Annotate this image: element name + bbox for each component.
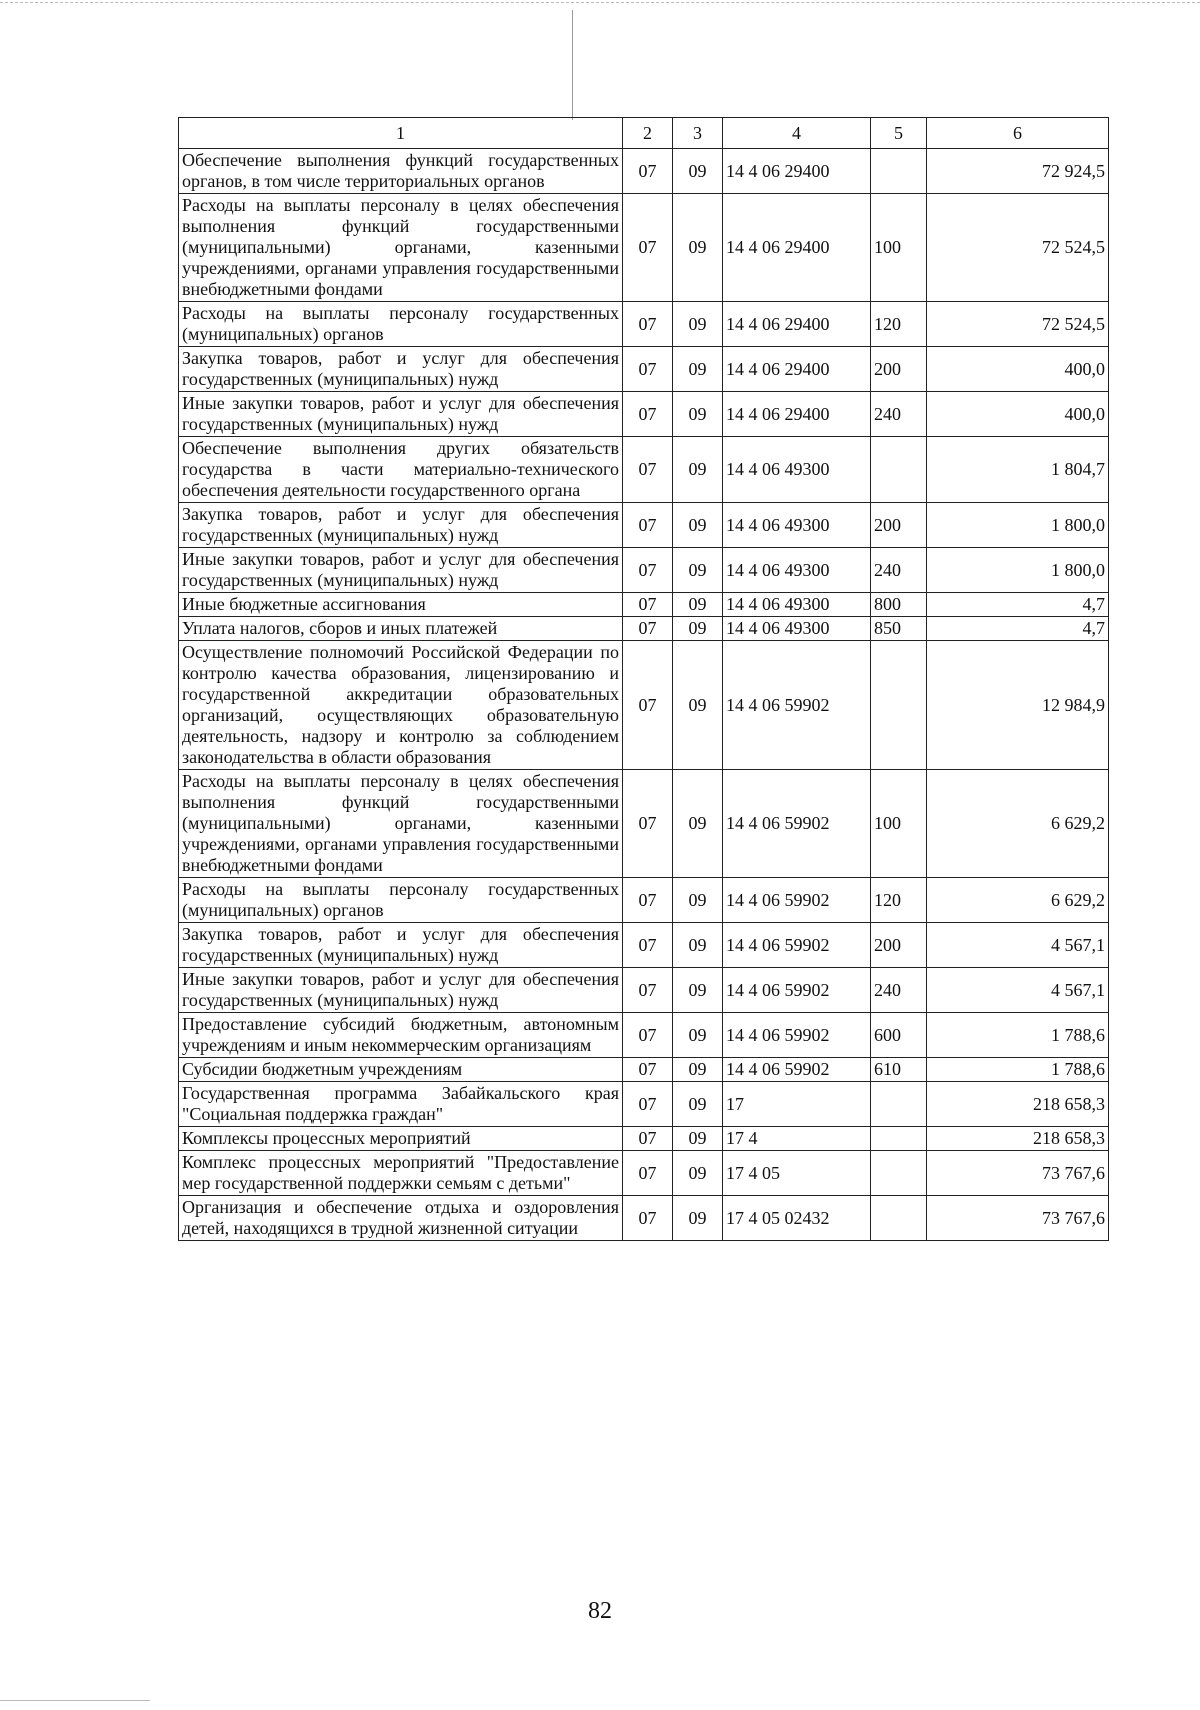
scan-edge-bottom: [0, 1700, 150, 1701]
row-name-cell: Уплата налогов, сборов и иных платежей: [179, 617, 623, 641]
amount-cell: 1 788,6: [927, 1058, 1109, 1082]
table-row: [179, 878, 1109, 923]
expense-type-cell: [871, 149, 927, 194]
section-code-cell: 07: [623, 503, 673, 548]
row-name-cell: Иные закупки товаров, работ и услуг для обеспечения государственных (муниципальных) нужд: [179, 392, 623, 437]
target-article-cell: 14 4 06 59902: [723, 923, 871, 968]
target-article-cell: 14 4 06 59902: [723, 1013, 871, 1058]
target-article-cell: 14 4 06 49300: [723, 548, 871, 593]
section-code-cell: 07: [623, 437, 673, 503]
column-header: 4: [723, 118, 871, 149]
expense-type-cell: 120: [871, 878, 927, 923]
expense-type-cell: [871, 1082, 927, 1127]
row-name-cell: Расходы на выплаты персоналу государственных (муниципальных) органов: [179, 302, 623, 347]
section-code-cell: 07: [623, 347, 673, 392]
table-row: [179, 1058, 1109, 1082]
table-body: [179, 149, 1109, 1241]
row-name-cell: Субсидии бюджетным учреждениям: [179, 1058, 623, 1082]
table-row: [179, 1082, 1109, 1127]
amount-cell: 218 658,3: [927, 1082, 1109, 1127]
subsection-code-cell: 09: [673, 548, 723, 593]
target-article-cell: 17 4 05 02432: [723, 1196, 871, 1241]
expense-type-cell: 240: [871, 392, 927, 437]
subsection-code-cell: 09: [673, 437, 723, 503]
row-name-cell: Иные бюджетные ассигнования: [179, 593, 623, 617]
column-header: 2: [623, 118, 673, 149]
amount-cell: 12 984,9: [927, 641, 1109, 770]
target-article-cell: 17: [723, 1082, 871, 1127]
expense-type-cell: 200: [871, 503, 927, 548]
subsection-code-cell: 09: [673, 923, 723, 968]
amount-cell: 72 524,5: [927, 194, 1109, 302]
subsection-code-cell: 09: [673, 1127, 723, 1151]
section-code-cell: 07: [623, 302, 673, 347]
target-article-cell: 14 4 06 49300: [723, 437, 871, 503]
section-code-cell: 07: [623, 878, 673, 923]
expense-type-cell: 600: [871, 1013, 927, 1058]
section-code-cell: 07: [623, 923, 673, 968]
expense-type-cell: [871, 1196, 927, 1241]
expense-type-cell: [871, 437, 927, 503]
section-code-cell: 07: [623, 641, 673, 770]
expense-type-cell: [871, 1151, 927, 1196]
amount-cell: 4 567,1: [927, 923, 1109, 968]
fold-line: [572, 10, 573, 120]
scan-edge-top: [0, 2, 1200, 3]
table-row: [179, 923, 1109, 968]
table-row: [179, 1151, 1109, 1196]
section-code-cell: 07: [623, 1082, 673, 1127]
table-row: [179, 617, 1109, 641]
row-name-cell: Комплекс процессных мероприятий "Предоставление мер государственной поддержки семьям с детьми": [179, 1151, 623, 1196]
row-name-cell: Предоставление субсидий бюджетным, автономным учреждениям и иным некоммерческим организациям: [179, 1013, 623, 1058]
budget-table: [178, 117, 1109, 1241]
row-name-cell: Закупка товаров, работ и услуг для обеспечения государственных (муниципальных) нужд: [179, 923, 623, 968]
table-row: [179, 503, 1109, 548]
section-code-cell: 07: [623, 392, 673, 437]
table-row: [179, 149, 1109, 194]
subsection-code-cell: 09: [673, 878, 723, 923]
subsection-code-cell: 09: [673, 392, 723, 437]
table-row: [179, 770, 1109, 878]
subsection-code-cell: 09: [673, 347, 723, 392]
row-name-cell: Иные закупки товаров, работ и услуг для обеспечения государственных (муниципальных) нужд: [179, 968, 623, 1013]
subsection-code-cell: 09: [673, 503, 723, 548]
target-article-cell: 14 4 06 29400: [723, 392, 871, 437]
column-header: 1: [179, 118, 623, 149]
expense-type-cell: 240: [871, 548, 927, 593]
amount-cell: 1 788,6: [927, 1013, 1109, 1058]
target-article-cell: 14 4 06 49300: [723, 593, 871, 617]
expense-type-cell: 200: [871, 347, 927, 392]
table-row: [179, 593, 1109, 617]
table-row: [179, 392, 1109, 437]
section-code-cell: 07: [623, 1196, 673, 1241]
row-name-cell: Государственная программа Забайкальского края "Социальная поддержка граждан": [179, 1082, 623, 1127]
expense-type-cell: 800: [871, 593, 927, 617]
column-header: 6: [927, 118, 1109, 149]
target-article-cell: 14 4 06 49300: [723, 617, 871, 641]
target-article-cell: 14 4 06 59902: [723, 1058, 871, 1082]
table-row: [179, 437, 1109, 503]
table-row: [179, 1196, 1109, 1241]
subsection-code-cell: 09: [673, 1082, 723, 1127]
target-article-cell: 14 4 06 59902: [723, 878, 871, 923]
row-name-cell: Расходы на выплаты персоналу в целях обеспечения выполнения функций государственными (муниципальными) органами, казенными учреждениями, органами управления государственными внебюджетными фондами: [179, 770, 623, 878]
row-name-cell: Иные закупки товаров, работ и услуг для обеспечения государственных (муниципальных) нужд: [179, 548, 623, 593]
amount-cell: 72 924,5: [927, 149, 1109, 194]
target-article-cell: 17 4: [723, 1127, 871, 1151]
amount-cell: 73 767,6: [927, 1151, 1109, 1196]
amount-cell: 1 800,0: [927, 503, 1109, 548]
expense-type-cell: 610: [871, 1058, 927, 1082]
row-name-cell: Организация и обеспечение отдыха и оздоровления детей, находящихся в трудной жизненной ситуации: [179, 1196, 623, 1241]
section-code-cell: 07: [623, 1013, 673, 1058]
amount-cell: 400,0: [927, 392, 1109, 437]
section-code-cell: 07: [623, 1058, 673, 1082]
target-article-cell: 17 4 05: [723, 1151, 871, 1196]
amount-cell: 6 629,2: [927, 770, 1109, 878]
expense-type-cell: 120: [871, 302, 927, 347]
target-article-cell: 14 4 06 29400: [723, 347, 871, 392]
section-code-cell: 07: [623, 1127, 673, 1151]
section-code-cell: 07: [623, 149, 673, 194]
section-code-cell: 07: [623, 770, 673, 878]
expense-type-cell: 200: [871, 923, 927, 968]
section-code-cell: 07: [623, 617, 673, 641]
section-code-cell: 07: [623, 548, 673, 593]
subsection-code-cell: 09: [673, 968, 723, 1013]
row-name-cell: Расходы на выплаты персоналу государственных (муниципальных) органов: [179, 878, 623, 923]
subsection-code-cell: 09: [673, 149, 723, 194]
expense-type-cell: 100: [871, 770, 927, 878]
expense-type-cell: [871, 1127, 927, 1151]
amount-cell: 73 767,6: [927, 1196, 1109, 1241]
table-row: [179, 968, 1109, 1013]
subsection-code-cell: 09: [673, 770, 723, 878]
table-row: [179, 641, 1109, 770]
subsection-code-cell: 09: [673, 593, 723, 617]
amount-cell: 4 567,1: [927, 968, 1109, 1013]
amount-cell: 4,7: [927, 617, 1109, 641]
table-row: [179, 548, 1109, 593]
row-name-cell: Обеспечение выполнения других обязательств государства в части материально-технического обеспечения деятельности государственного органа: [179, 437, 623, 503]
table-row: [179, 194, 1109, 302]
table-row: [179, 1127, 1109, 1151]
table-header-row: [179, 118, 1109, 149]
table-row: [179, 302, 1109, 347]
column-header: 3: [673, 118, 723, 149]
subsection-code-cell: 09: [673, 1058, 723, 1082]
row-name-cell: Закупка товаров, работ и услуг для обеспечения государственных (муниципальных) нужд: [179, 347, 623, 392]
expense-type-cell: 240: [871, 968, 927, 1013]
row-name-cell: Расходы на выплаты персоналу в целях обеспечения выполнения функций государственными (муниципальными) органами, казенными учреждениями, органами управления государственными внебюджетными фондами: [179, 194, 623, 302]
row-name-cell: Обеспечение выполнения функций государственных органов, в том числе территориальных органов: [179, 149, 623, 194]
target-article-cell: 14 4 06 29400: [723, 149, 871, 194]
section-code-cell: 07: [623, 593, 673, 617]
expense-type-cell: [871, 641, 927, 770]
subsection-code-cell: 09: [673, 194, 723, 302]
amount-cell: 400,0: [927, 347, 1109, 392]
amount-cell: 218 658,3: [927, 1127, 1109, 1151]
target-article-cell: 14 4 06 59902: [723, 770, 871, 878]
target-article-cell: 14 4 06 29400: [723, 302, 871, 347]
target-article-cell: 14 4 06 29400: [723, 194, 871, 302]
page-number: 82: [588, 1598, 612, 1624]
column-header: 5: [871, 118, 927, 149]
subsection-code-cell: 09: [673, 1196, 723, 1241]
row-name-cell: Осуществление полномочий Российской Федерации по контролю качества образования, лицензированию и государственной аккредитации образовательных организаций, осуществляющих образовательную деятельность, надзору и контролю за соблюдением законодательства в области образования: [179, 641, 623, 770]
table-row: [179, 1013, 1109, 1058]
amount-cell: 1 804,7: [927, 437, 1109, 503]
target-article-cell: 14 4 06 49300: [723, 503, 871, 548]
amount-cell: 72 524,5: [927, 302, 1109, 347]
subsection-code-cell: 09: [673, 641, 723, 770]
row-name-cell: Закупка товаров, работ и услуг для обеспечения государственных (муниципальных) нужд: [179, 503, 623, 548]
amount-cell: 1 800,0: [927, 548, 1109, 593]
subsection-code-cell: 09: [673, 1013, 723, 1058]
subsection-code-cell: 09: [673, 1151, 723, 1196]
subsection-code-cell: 09: [673, 617, 723, 641]
section-code-cell: 07: [623, 194, 673, 302]
section-code-cell: 07: [623, 1151, 673, 1196]
amount-cell: 4,7: [927, 593, 1109, 617]
expense-type-cell: 850: [871, 617, 927, 641]
section-code-cell: 07: [623, 968, 673, 1013]
row-name-cell: Комплексы процессных мероприятий: [179, 1127, 623, 1151]
subsection-code-cell: 09: [673, 302, 723, 347]
amount-cell: 6 629,2: [927, 878, 1109, 923]
expense-type-cell: 100: [871, 194, 927, 302]
table-row: [179, 347, 1109, 392]
target-article-cell: 14 4 06 59902: [723, 641, 871, 770]
target-article-cell: 14 4 06 59902: [723, 968, 871, 1013]
